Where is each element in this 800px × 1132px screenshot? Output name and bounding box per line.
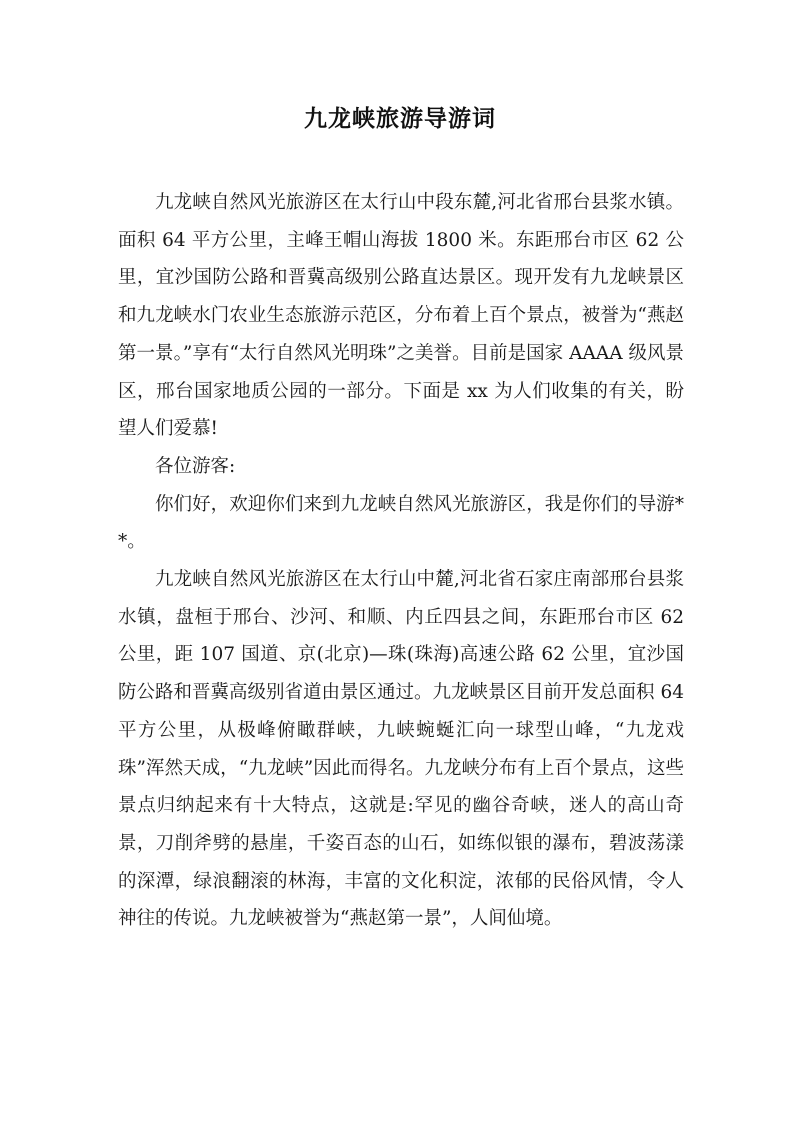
- description-paragraph: 九龙峡自然风光旅游区在太行山中麓,河北省石家庄南部邢台县浆水镇，盘桓于邢台、沙河、和顺、内丘四县之间，东距邢台市区 62 公里，距 107 国道、京(北京)—珠(珠海)高速公路 62 公里，宜沙国防公路和晋冀高级别省道由景区通过。九龙峡景区目前开发总面积 64 平方公里，从极峰俯瞰群峡，九峡蜿蜒汇向一球型山峰，“九龙戏珠”浑然天成，“九龙峡”因此而得名。九龙峡分布有上百个景点，这些景点归纳起来有十大特点，这就是:罕见的幽谷奇峡，迷人的高山奇景，刀削斧劈的悬崖，千姿百态的山石，如练似银的瀑布，碧波荡漾的深潭，绿浪翻滚的林海，丰富的文化积淀，浓郁的民俗风情，令人神往的传说。九龙峡被誉为“燕赵第一景”，人间仙境。: [118, 569, 684, 930]
- document-body: [118, 184, 684, 938]
- document-title: 九龙峡旅游导游词: [304, 105, 496, 132]
- intro-paragraph: 九龙峡自然风光旅游区在太行山中段东麓,河北省邢台县浆水镇。面积 64 平方公里，主峰王帽山海拔 1800 米。东距邢台市区 62 公里，宜沙国防公路和晋冀高级别公路直达景区。现开发有九龙峡景区和九龙峡水门农业生态旅游示范区，分布着上百个景点，被誉为“燕赵第一景。”享有“太行自然风光明珠”之美誉。目前是国家 AAAA 级风景区，邢台国家地质公园的一部分。下面是 xx 为人们收集的有关，盼望人们爱慕!: [118, 192, 684, 440]
- welcome-paragraph: 你们好，欢迎你们来到九龙峡自然风光旅游区，我是你们的导游**。: [118, 493, 684, 553]
- greeting-paragraph: 各位游客:: [155, 455, 236, 477]
